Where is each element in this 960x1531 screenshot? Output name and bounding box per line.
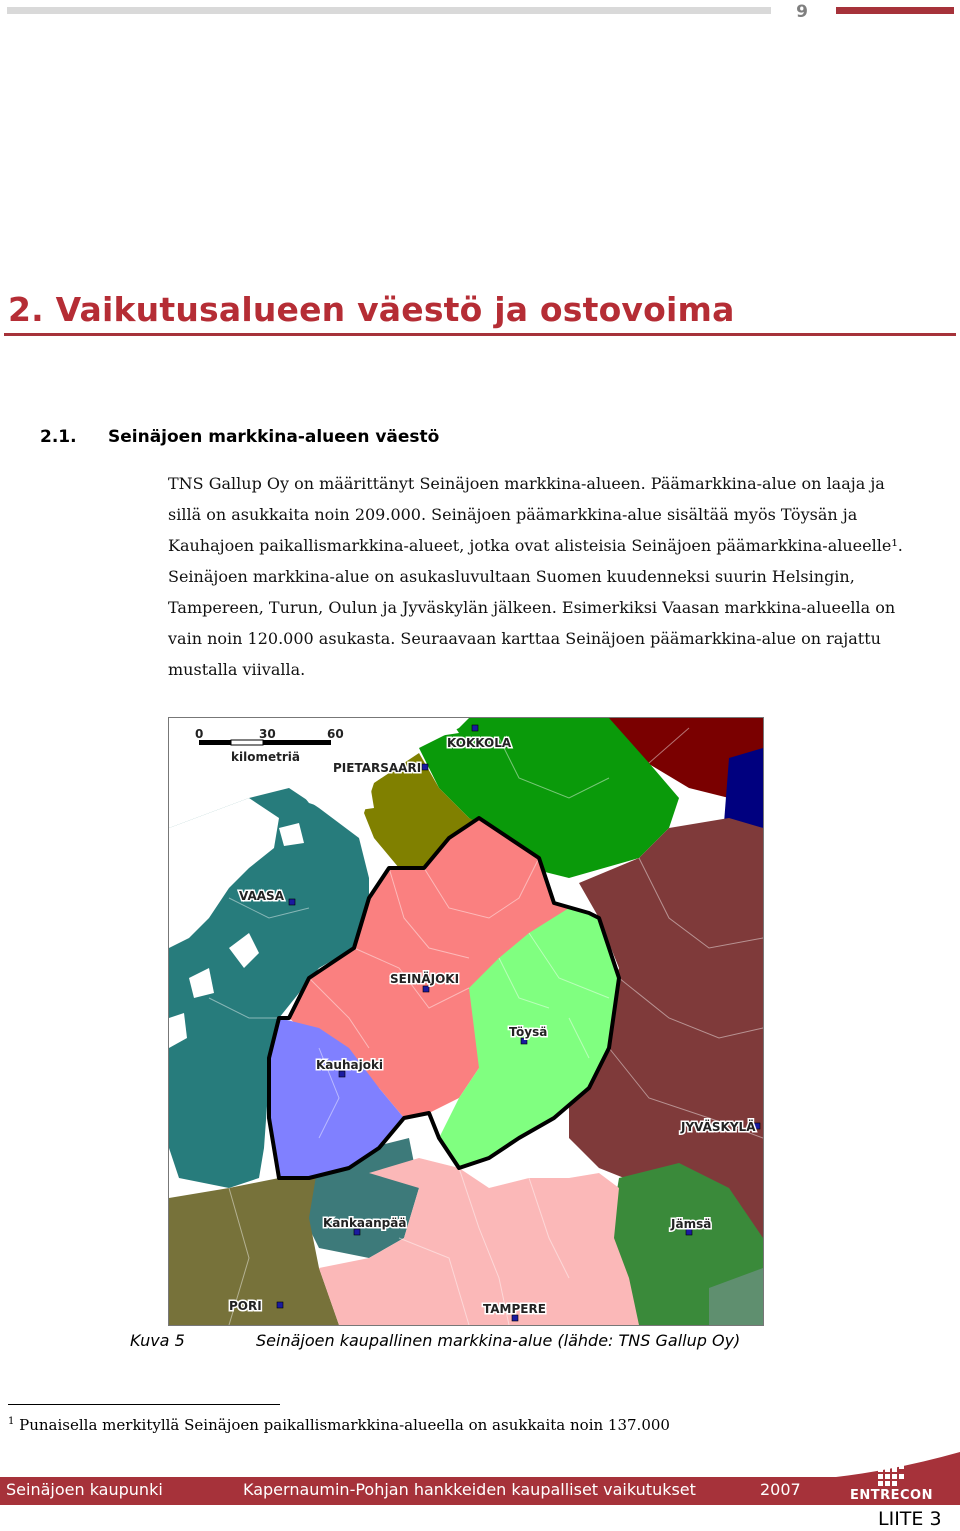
section-title: Seinäjoen markkina-alueen väestö xyxy=(108,427,440,447)
label-jyvaskyla: JYVÄSKYLÄ xyxy=(681,1120,756,1134)
label-pori: PORI xyxy=(229,1299,262,1313)
footnote xyxy=(8,1416,670,1434)
market-area-map xyxy=(168,717,764,1326)
scale-tick-0: 0 xyxy=(195,727,204,741)
header-bar-right xyxy=(836,7,954,14)
paragraph-line: Seinäjoen markkina-alue on asukasluvultaan Suomen kuudenneksi suurin Helsingin, xyxy=(168,567,855,586)
label-vaasa: VAASA xyxy=(239,889,284,903)
marker-pori xyxy=(277,1302,283,1308)
chapter-heading-rule xyxy=(4,333,956,336)
footnote-rule xyxy=(8,1404,280,1405)
body-paragraph xyxy=(168,468,938,685)
footer-year: 2007 xyxy=(760,1480,801,1499)
section-heading xyxy=(40,427,439,447)
paragraph-line: sillä on asukkaita noin 209.000. Seinäjoen päämarkkina-alue sisältää myös Töysän ja xyxy=(168,505,858,524)
label-pietarsaari: PIETARSAARI xyxy=(333,761,422,775)
footer-report-title: Kapernaumin-Pohjan hankkeiden kaupalliset vaikutukset xyxy=(243,1480,696,1499)
label-kokkola: KOKKOLA xyxy=(447,736,512,750)
paragraph-line: Tampereen, Turun, Oulun ja Jyväskylän jälkeen. Esimerkiksi Vaasan markkina-alueella on xyxy=(168,598,896,617)
paragraph-line: TNS Gallup Oy on määrittänyt Seinäjoen markkina-alueen. Päämarkkina-alue on laaja ja xyxy=(168,474,885,493)
paragraph-line: vain noin 120.000 asukasta. Seuraavaan karttaa Seinäjoen päämarkkina-alue on rajattu xyxy=(168,629,881,648)
figure-label: Kuva 5 xyxy=(130,1331,185,1350)
chapter-heading: 2. Vaikutusalueen väestö ja ostovoima xyxy=(8,290,735,329)
page-number: 9 xyxy=(796,2,808,22)
footnote-text: Punaisella merkityllä Seinäjoen paikallismarkkina-alueella on asukkaita noin 137.000 xyxy=(14,1416,670,1434)
map-svg xyxy=(169,718,763,1325)
scale-tick-60: 60 xyxy=(327,727,344,741)
paragraph-line: Kauhajoen paikallismarkkina-alueet, jotka ovat alisteisia Seinäjoen päämarkkina-alueelle¹. xyxy=(168,536,903,555)
marker-pietarsaari xyxy=(422,764,428,770)
appendix-label: LIITE 3 xyxy=(878,1508,942,1530)
label-tampere: TAMPERE xyxy=(483,1302,546,1316)
paragraph-line: mustalla viivalla. xyxy=(168,660,306,679)
region-far-east xyxy=(724,748,763,828)
footer-organization: Seinäjoen kaupunki xyxy=(6,1480,163,1499)
section-number: 2.1. xyxy=(40,427,77,447)
scale-tick-30: 30 xyxy=(259,727,276,741)
marker-seinajoki xyxy=(423,986,429,992)
scale-bar xyxy=(195,727,344,764)
header-bar-left xyxy=(7,7,771,14)
label-toysa: Töysä xyxy=(509,1025,548,1039)
marker-kokkola xyxy=(472,725,478,731)
label-jamsa: Jämsä xyxy=(671,1217,712,1231)
figure-caption: Seinäjoen kaupallinen markkina-alue (lähde: TNS Gallup Oy) xyxy=(256,1331,741,1350)
scale-unit: kilometriä xyxy=(231,750,300,764)
footer-logo-text: ENTRECON xyxy=(850,1488,933,1503)
footnote-mark: 1 xyxy=(8,1416,15,1427)
marker-vaasa xyxy=(289,899,295,905)
label-kauhajoki: Kauhajoki xyxy=(316,1058,384,1072)
label-seinajoki: SEINÄJOKI xyxy=(390,972,460,986)
label-kankaanpaa: Kankaanpää xyxy=(323,1216,407,1230)
